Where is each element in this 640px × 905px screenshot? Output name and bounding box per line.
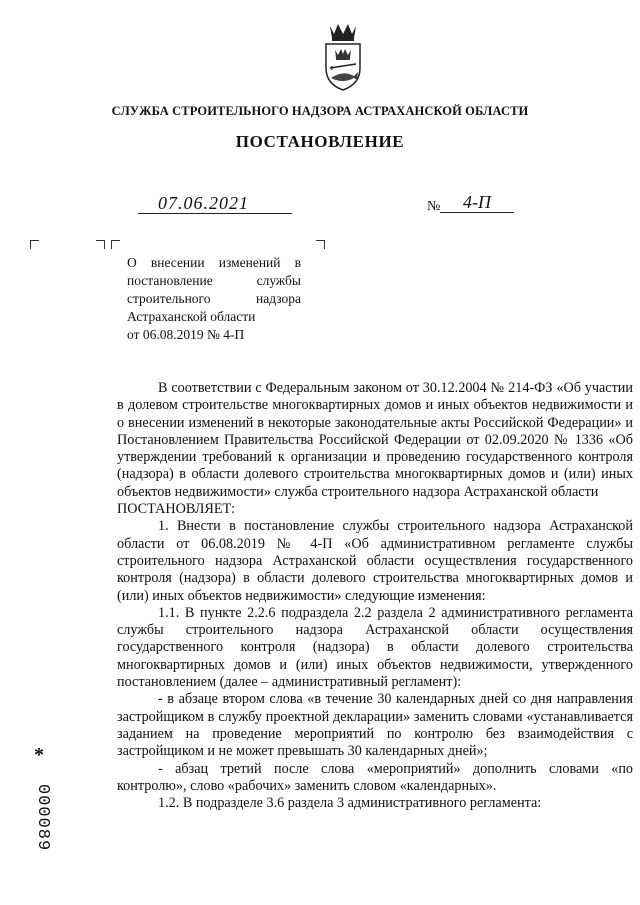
document-date: 07.06.2021 (138, 193, 292, 214)
corner-mark (111, 240, 120, 249)
stamp-number: 000089 (33, 784, 52, 852)
stamp-mark: * (34, 744, 44, 766)
document-body (117, 380, 633, 812)
subject-line: Астраханской области (127, 309, 256, 324)
bullet-2: - абзац третий после слова «мероприятий» дополнить словами «по контролю», слово «рабочих» заменить словом «календарных». (117, 760, 633, 794)
bullet-1: - в абзаце втором слова «в течение 30 календарных дней со дня направления застройщиком в службу проектной декларации» заменить словами «устанавливается заданием на проведение мероприятий по контролю без взаимодействия с застройщиком и не может превышать 30 календарных дней»; (117, 691, 633, 760)
item-1: 1. Внести в постановление службы строительного надзора Астраханской области от 06.08.2019 № 4-П «Об административном регламенте службы строительного надзора Астраханской области осуществления государственного контроля (надзора) в области долевого строительства многоквартирных домов и (или) иных объектов недвижимости» следующие изменения: (117, 518, 633, 604)
document-number: 4-П (440, 192, 514, 213)
corner-mark (30, 240, 39, 249)
item-1-2: 1.2. В подразделе 3.6 раздела 3 административного регламента: (158, 795, 542, 812)
registration-stamp (30, 740, 54, 860)
agency-name: СЛУЖБА СТРОИТЕЛЬНОГО НАДЗОРА АСТРАХАНСКОЙ ОБЛАСТИ (111, 104, 529, 118)
corner-mark (316, 240, 325, 249)
corner-mark (96, 240, 105, 249)
subject-line: строительного надзора (127, 291, 301, 306)
decree-heading: ПОСТАНОВЛЯЕТ: (117, 501, 236, 518)
intro-paragraph: В соответствии с Федеральным законом от 30.12.2004 № 214-ФЗ «Об участии в долевом строительстве многоквартирных домов и иных объектов недвижимости и о внесении изменений в некоторые законодательные акты Российской Федерации» и Постановлением Правительства Российской Федерации от 02.09.2020 № 1336 «Об утверждении требований к организации и проведению государственного контроля (надзора) в области долевого строительства многоквартирных домов и (или) иных объектов недвижимости» служба строительного надзора Астраханской области (117, 380, 633, 500)
subject-line: О внесении изменений в (127, 255, 301, 270)
item-1-1: 1.1. В пункте 2.2.6 подраздела 2.2 раздела 2 административного регламента службы строительного надзора Астраханской области осуществления государственного контроля (надзора) в области долевого строительства многоквартирных домов и (или) иных объектов недвижимости, утвержденного постановлением (далее – административный регламент): (117, 604, 633, 691)
astrakhan-coat-of-arms-icon (320, 20, 366, 94)
subject-line: постановление службы (127, 273, 301, 288)
subject-line: от 06.08.2019 № 4-П (127, 327, 245, 342)
document-subject (127, 254, 301, 344)
document-title: ПОСТАНОВЛЕНИЕ (235, 132, 405, 151)
number-label: № (427, 199, 441, 214)
